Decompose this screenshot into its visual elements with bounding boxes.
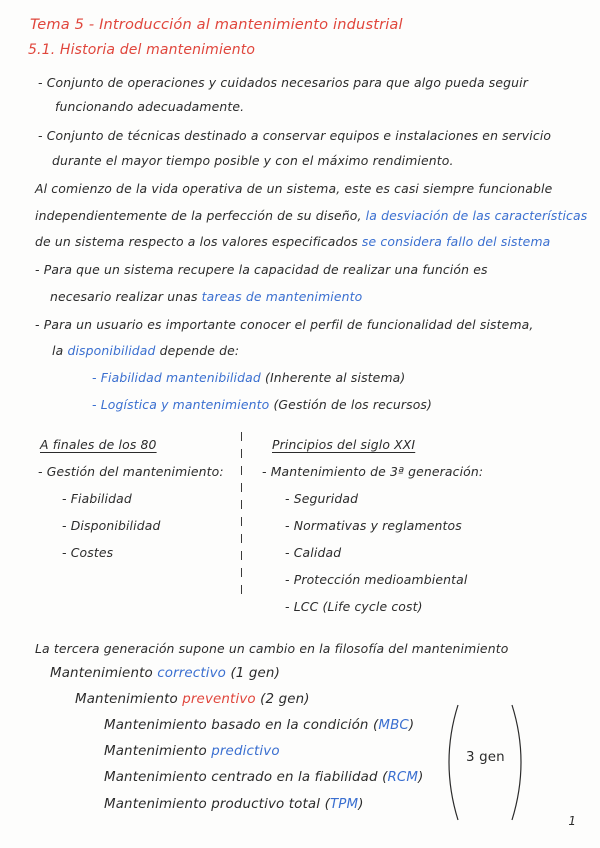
sub-bullet-reliability — [92, 370, 405, 385]
gen-1-corrective: correctivo — [157, 666, 227, 681]
right-subitem-1: - Seguridad — [285, 491, 359, 506]
gen-2-preventive: preventivo — [182, 692, 256, 707]
bullet-1-line-1: - Para que un sistema recupere la capacidad de realizar una función es — [35, 262, 488, 277]
gen-3-1-text: Mantenimiento basado en la condición — [104, 718, 369, 733]
reliability-note: (Inherente al sistema) — [264, 370, 406, 385]
gen-3-line-3 — [104, 770, 424, 785]
reliability-label: - Fiabilidad mantenibilidad — [92, 370, 261, 385]
gen-3-4-close: ) — [358, 797, 364, 812]
gen-1-tag: (1 gen) — [230, 666, 280, 681]
gen-3-1-close: ) — [408, 718, 415, 733]
right-paren — [512, 705, 521, 820]
gen-1-line — [50, 666, 280, 681]
gen-3-1-acronym: MBC — [378, 718, 409, 733]
paragraph-line-3 — [35, 234, 550, 249]
definition-2-line-1: - Conjunto de técnicas destinado a conservar equipos e instalaciones en servicio — [38, 128, 552, 143]
gen-3-line-2 — [104, 744, 280, 759]
bullet-1-text: necesario realizar unas — [50, 289, 198, 304]
bullet-2-line-2 — [52, 343, 239, 358]
definition-1-line-2: funcionando adecuadamente. — [55, 99, 245, 114]
gen-3-line-4 — [104, 797, 364, 812]
left-subitem-3: - Costes — [62, 545, 114, 560]
definition-2-line-2: durante el mayor tiempo posible y con el máximo rendimiento. — [52, 153, 454, 168]
bullet-1-line-2 — [50, 289, 362, 304]
page-number: 1 — [568, 814, 576, 828]
paragraph-line-2-text: independientemente de la perfección de su diseño, — [35, 208, 362, 223]
sub-bullet-logistics — [92, 397, 432, 412]
right-subitem-5: - LCC (Life cycle cost) — [285, 599, 423, 614]
gen-3-4-text: Mantenimiento productivo total — [104, 797, 321, 812]
gen-3-3-acronym: RCM — [387, 770, 419, 785]
gen-3-2-predictive: predictivo — [211, 744, 280, 759]
column-divider — [241, 432, 243, 602]
paragraph-line-1: Al comienzo de la vida operativa de un sistema, este es casi siempre funcionable — [35, 181, 553, 196]
left-subitem-2: - Disponibilidad — [62, 518, 161, 533]
bullet-2-line-1: - Para un usuario es importante conocer el perfil de funcionalidad del sistema, — [35, 317, 534, 332]
gen-3-3-text: Mantenimiento centrado en la fiabilidad — [104, 770, 378, 785]
bullet-2-prefix: la — [52, 343, 64, 358]
highlight-deviation: la desviación de las características — [365, 208, 588, 223]
gen-3-4-acronym: TPM — [329, 797, 359, 812]
left-column-heading: A finales de los 80 — [40, 437, 157, 452]
gen-3-2-text: Mantenimiento — [104, 744, 207, 759]
page-title: Tema 5 - Introducción al mantenimiento industrial — [30, 16, 403, 33]
left-subitem-1: - Fiabilidad — [62, 491, 132, 506]
left-column-item: - Gestión del mantenimiento: — [38, 464, 224, 479]
gen-3-1-open: ( — [372, 718, 379, 733]
gen-3-line-1 — [104, 718, 414, 733]
gen-3-3-close: ) — [418, 770, 424, 785]
gen-2-line — [75, 692, 310, 707]
gen-3-3-open: ( — [382, 770, 388, 785]
highlight-failure: se considera fallo del sistema — [361, 234, 551, 249]
generations-intro: La tercera generación supone un cambio en la filosofía del mantenimiento — [35, 641, 509, 656]
highlight-maintenance-tasks: tareas de mantenimiento — [201, 289, 363, 304]
gen-2-text: Mantenimiento — [75, 692, 178, 707]
definition-1-line-1: - Conjunto de operaciones y cuidados necesarios para que algo pueda seguir — [38, 75, 529, 90]
right-subitem-3: - Calidad — [285, 545, 342, 560]
bullet-2-suffix: depende de: — [159, 343, 240, 358]
third-gen-label: 3 gen — [466, 750, 505, 765]
right-column-item: - Mantenimiento de 3ª generación: — [262, 464, 484, 479]
gen-3-4-open: ( — [324, 797, 330, 812]
paragraph-line-2 — [35, 208, 587, 223]
section-title: 5.1. Historia del mantenimiento — [28, 42, 256, 58]
gen-2-tag: (2 gen) — [260, 692, 310, 707]
paragraph-line-3-text: de un sistema respecto a los valores especificados — [35, 234, 358, 249]
right-subitem-4: - Protección medioambiental — [285, 572, 468, 587]
logistics-label: - Logística y mantenimiento — [92, 397, 270, 412]
gen-1-text: Mantenimiento — [50, 666, 153, 681]
left-paren — [449, 705, 458, 820]
highlight-availability: disponibilidad — [67, 343, 156, 358]
right-column-heading: Principios del siglo XXI — [272, 437, 416, 452]
logistics-note: (Gestión de los recursos) — [273, 397, 433, 412]
right-subitem-2: - Normativas y reglamentos — [285, 518, 462, 533]
